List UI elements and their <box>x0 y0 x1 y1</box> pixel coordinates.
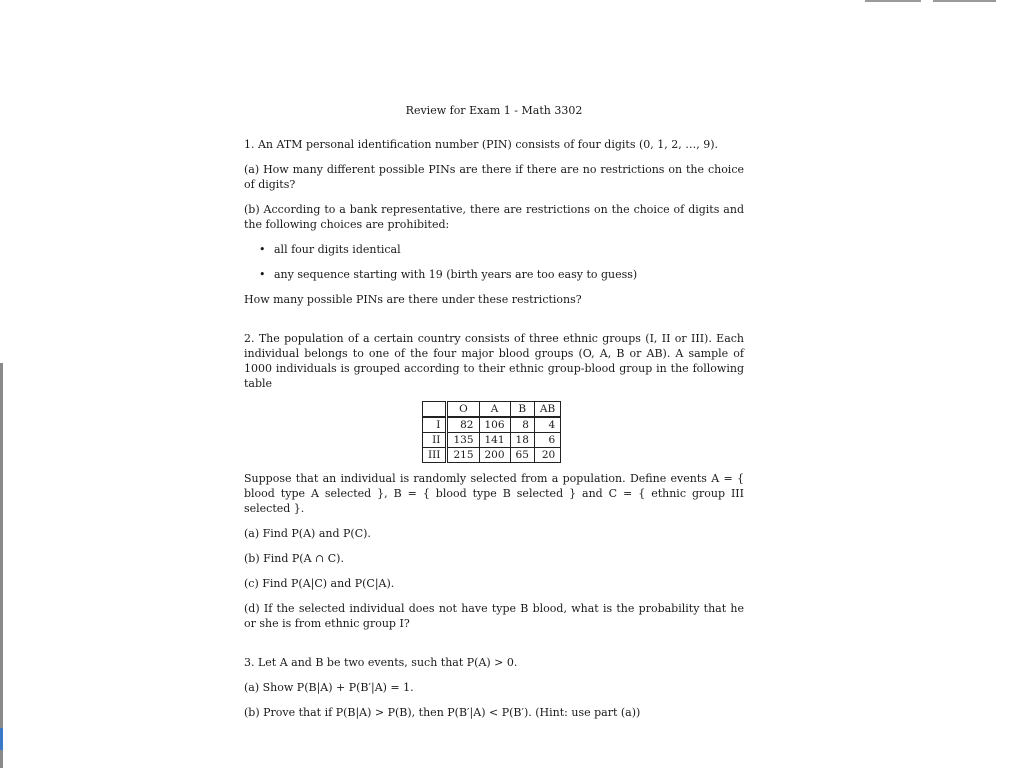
blood-group-table <box>422 401 561 463</box>
q3-part-a: (a) Show P(B|A) + P(B′|A) = 1. <box>244 681 414 694</box>
table-cell: 200 <box>479 448 510 463</box>
table-header-cell: A <box>479 402 510 418</box>
page-title: Review for Exam 1 - Math 3302 <box>405 104 583 117</box>
question-3 <box>244 655 744 720</box>
question-2 <box>244 331 744 631</box>
table-cell: 18 <box>510 433 534 448</box>
q2-part-c: (c) Find P(A|C) and P(C|A). <box>244 577 395 590</box>
table-header-cell: AB <box>534 402 560 418</box>
table-cell: 65 <box>510 448 534 463</box>
table-cell: 141 <box>479 433 510 448</box>
top-edge-mark <box>933 0 996 2</box>
row-label: II <box>423 433 447 448</box>
q3-intro: 3. Let A and B be two events, such that P(A) > 0. <box>244 656 518 669</box>
table-header-cell <box>423 402 447 418</box>
table-cell: 20 <box>534 448 560 463</box>
q2-intro: 2. The population of a certain country consists of three ethnic groups (I, II or III). Each individual belongs to one of the four major blood groups (O, A, B or AB). A sample of 1000 individuals is grouped according to their ethnic group-blood group in the following table <box>244 332 744 390</box>
left-edge-accent <box>0 728 3 750</box>
q2-part-a: (a) Find P(A) and P(C). <box>244 527 371 540</box>
document-page <box>244 103 744 730</box>
table-row <box>423 433 561 448</box>
row-label: III <box>423 448 447 463</box>
table-cell: 106 <box>479 417 510 433</box>
top-edge-mark <box>865 0 921 2</box>
q1-intro: 1. An ATM personal identification number (PIN) consists of four digits (0, 1, 2, …, 9). <box>244 138 719 151</box>
table-header-cell: O <box>447 402 479 418</box>
table-cell: 82 <box>447 417 479 433</box>
table-cell: 8 <box>510 417 534 433</box>
q2-part-b: (b) Find P(A ∩ C). <box>244 552 344 565</box>
table-cell: 6 <box>534 433 560 448</box>
table-row <box>423 448 561 463</box>
q2-part-d: (d) If the selected individual does not have type B blood, what is the probability that he or she is from ethnic group I? <box>244 602 744 630</box>
q2-setup: Suppose that an individual is randomly selected from a population. Define events A = { blood type A selected }, B = { blood type B selected } and C = { ethnic group III selected }. <box>244 472 744 515</box>
table-row <box>423 417 561 433</box>
left-edge-bar <box>0 363 3 768</box>
table-header-cell: B <box>510 402 534 418</box>
table-cell: 135 <box>447 433 479 448</box>
table-header-row <box>423 402 561 418</box>
q1-closing: How many possible PINs are there under these restrictions? <box>244 293 582 306</box>
table-cell: 215 <box>447 448 479 463</box>
q3-part-b: (b) Prove that if P(B|A) > P(B), then P(B′|A) < P(B′). (Hint: use part (a)) <box>244 706 641 719</box>
list-item: • all four digits identical <box>244 242 744 257</box>
question-1 <box>244 137 744 307</box>
row-label: I <box>423 417 447 433</box>
q1-part-b: (b) According to a bank representative, there are restrictions on the choice of digits and the following choices are prohibited: <box>244 203 744 231</box>
q1-part-a: (a) How many different possible PINs are there if there are no restrictions on the choice of digits? <box>244 163 744 191</box>
list-item: • any sequence starting with 19 (birth years are too easy to guess) <box>244 267 744 282</box>
table-cell: 4 <box>534 417 560 433</box>
q1-prohibited-list <box>244 242 744 282</box>
